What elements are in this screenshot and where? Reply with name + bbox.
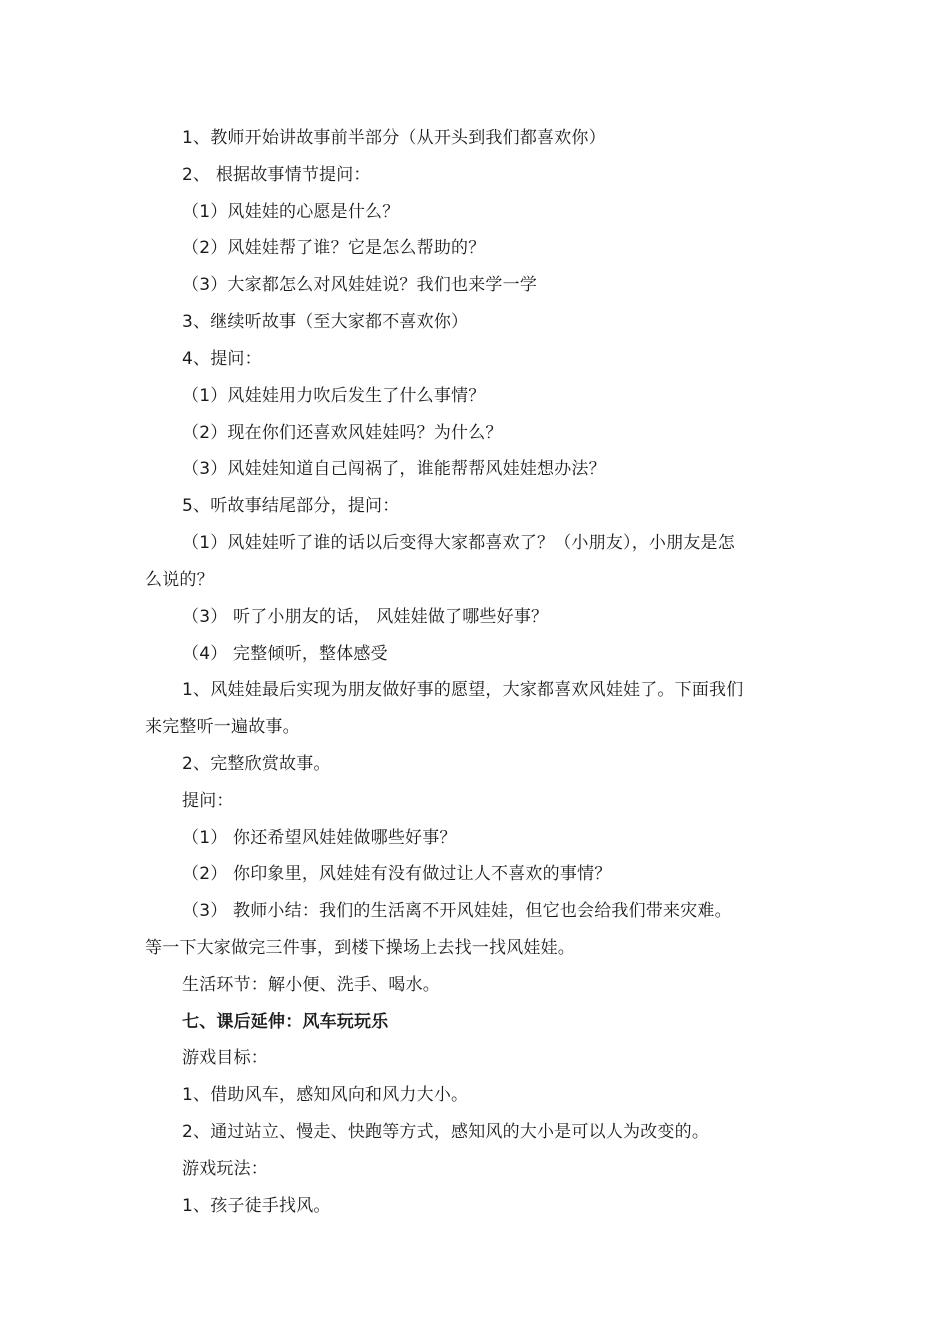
text-line-5: （3）大家都怎么对风娃娃说？我们也来学一学 xyxy=(182,275,538,295)
text-line-4: （2）风娃娃帮了谁？它是怎么帮助的？ xyxy=(182,238,486,258)
text-line-13: 么说的？ xyxy=(145,570,214,590)
text-line-1: 1、教师开始讲故事前半部分（从开头到我们都喜欢你） xyxy=(182,128,606,148)
text-line-17: 来完整听一遍故事。 xyxy=(145,717,300,737)
text-line-6: 3、继续听故事（至大家都不喜欢你） xyxy=(182,312,469,332)
text-line-9: （2）现在你们还喜欢风娃娃吗？为什么？ xyxy=(182,423,503,443)
text-line-27: 1、借助风车，感知风向和风力大小。 xyxy=(182,1085,469,1105)
text-line-20: （1） 你还希望风娃娃做哪些好事？ xyxy=(182,828,457,848)
text-line-10: （3）风娃娃知道自己闯祸了，谁能帮帮风娃娃想办法？ xyxy=(182,459,606,479)
text-line-28: 2、通过站立、慢走、快跑等方式，感知风的大小是可以人为改变的。 xyxy=(182,1122,710,1142)
text-line-8: （1）风娃娃用力吹后发生了什么事情？ xyxy=(182,386,486,406)
text-line-16: 1、风娃娃最后实现为朋友做好事的愿望，大家都喜欢风娃娃了。下面我们 xyxy=(182,680,744,700)
text-line-7: 4、提问： xyxy=(182,349,262,369)
text-line-3: （1）风娃娃的心愿是什么？ xyxy=(182,202,400,222)
text-line-21: （2） 你印象里，风娃娃有没有做过让人不喜欢的事情？ xyxy=(182,864,612,884)
text-line-29: 游戏玩法： xyxy=(182,1159,268,1179)
text-line-26: 游戏目标： xyxy=(182,1048,268,1068)
text-line-30: 1、孩子徒手找风。 xyxy=(182,1196,331,1216)
text-line-14: （3） 听了小朋友的话， 风娃娃做了哪些好事？ xyxy=(182,607,549,627)
text-line-18: 2、完整欣赏故事。 xyxy=(182,754,331,774)
text-line-15: （4） 完整倾听，整体感受 xyxy=(182,644,388,664)
text-line-24: 生活环节：解小便、洗手、喝水。 xyxy=(182,975,440,995)
text-line-2: 2、 根据故事情节提问： xyxy=(182,165,371,185)
text-line-11: 5、听故事结尾部分，提问： xyxy=(182,496,400,516)
text-line-22: （3） 教师小结：我们的生活离不开风娃娃，但它也会给我们带来灾难。 xyxy=(182,901,732,921)
text-line-19: 提问： xyxy=(182,791,234,811)
text-line-12: （1）风娃娃听了谁的话以后变得大家都喜欢了？（小朋友），小朋友是怎 xyxy=(182,533,735,553)
section-heading: 七、课后延伸：风车玩玩乐 xyxy=(182,1012,389,1032)
text-line-23: 等一下大家做完三件事，到楼下操场上去找一找风娃娃。 xyxy=(145,938,575,958)
